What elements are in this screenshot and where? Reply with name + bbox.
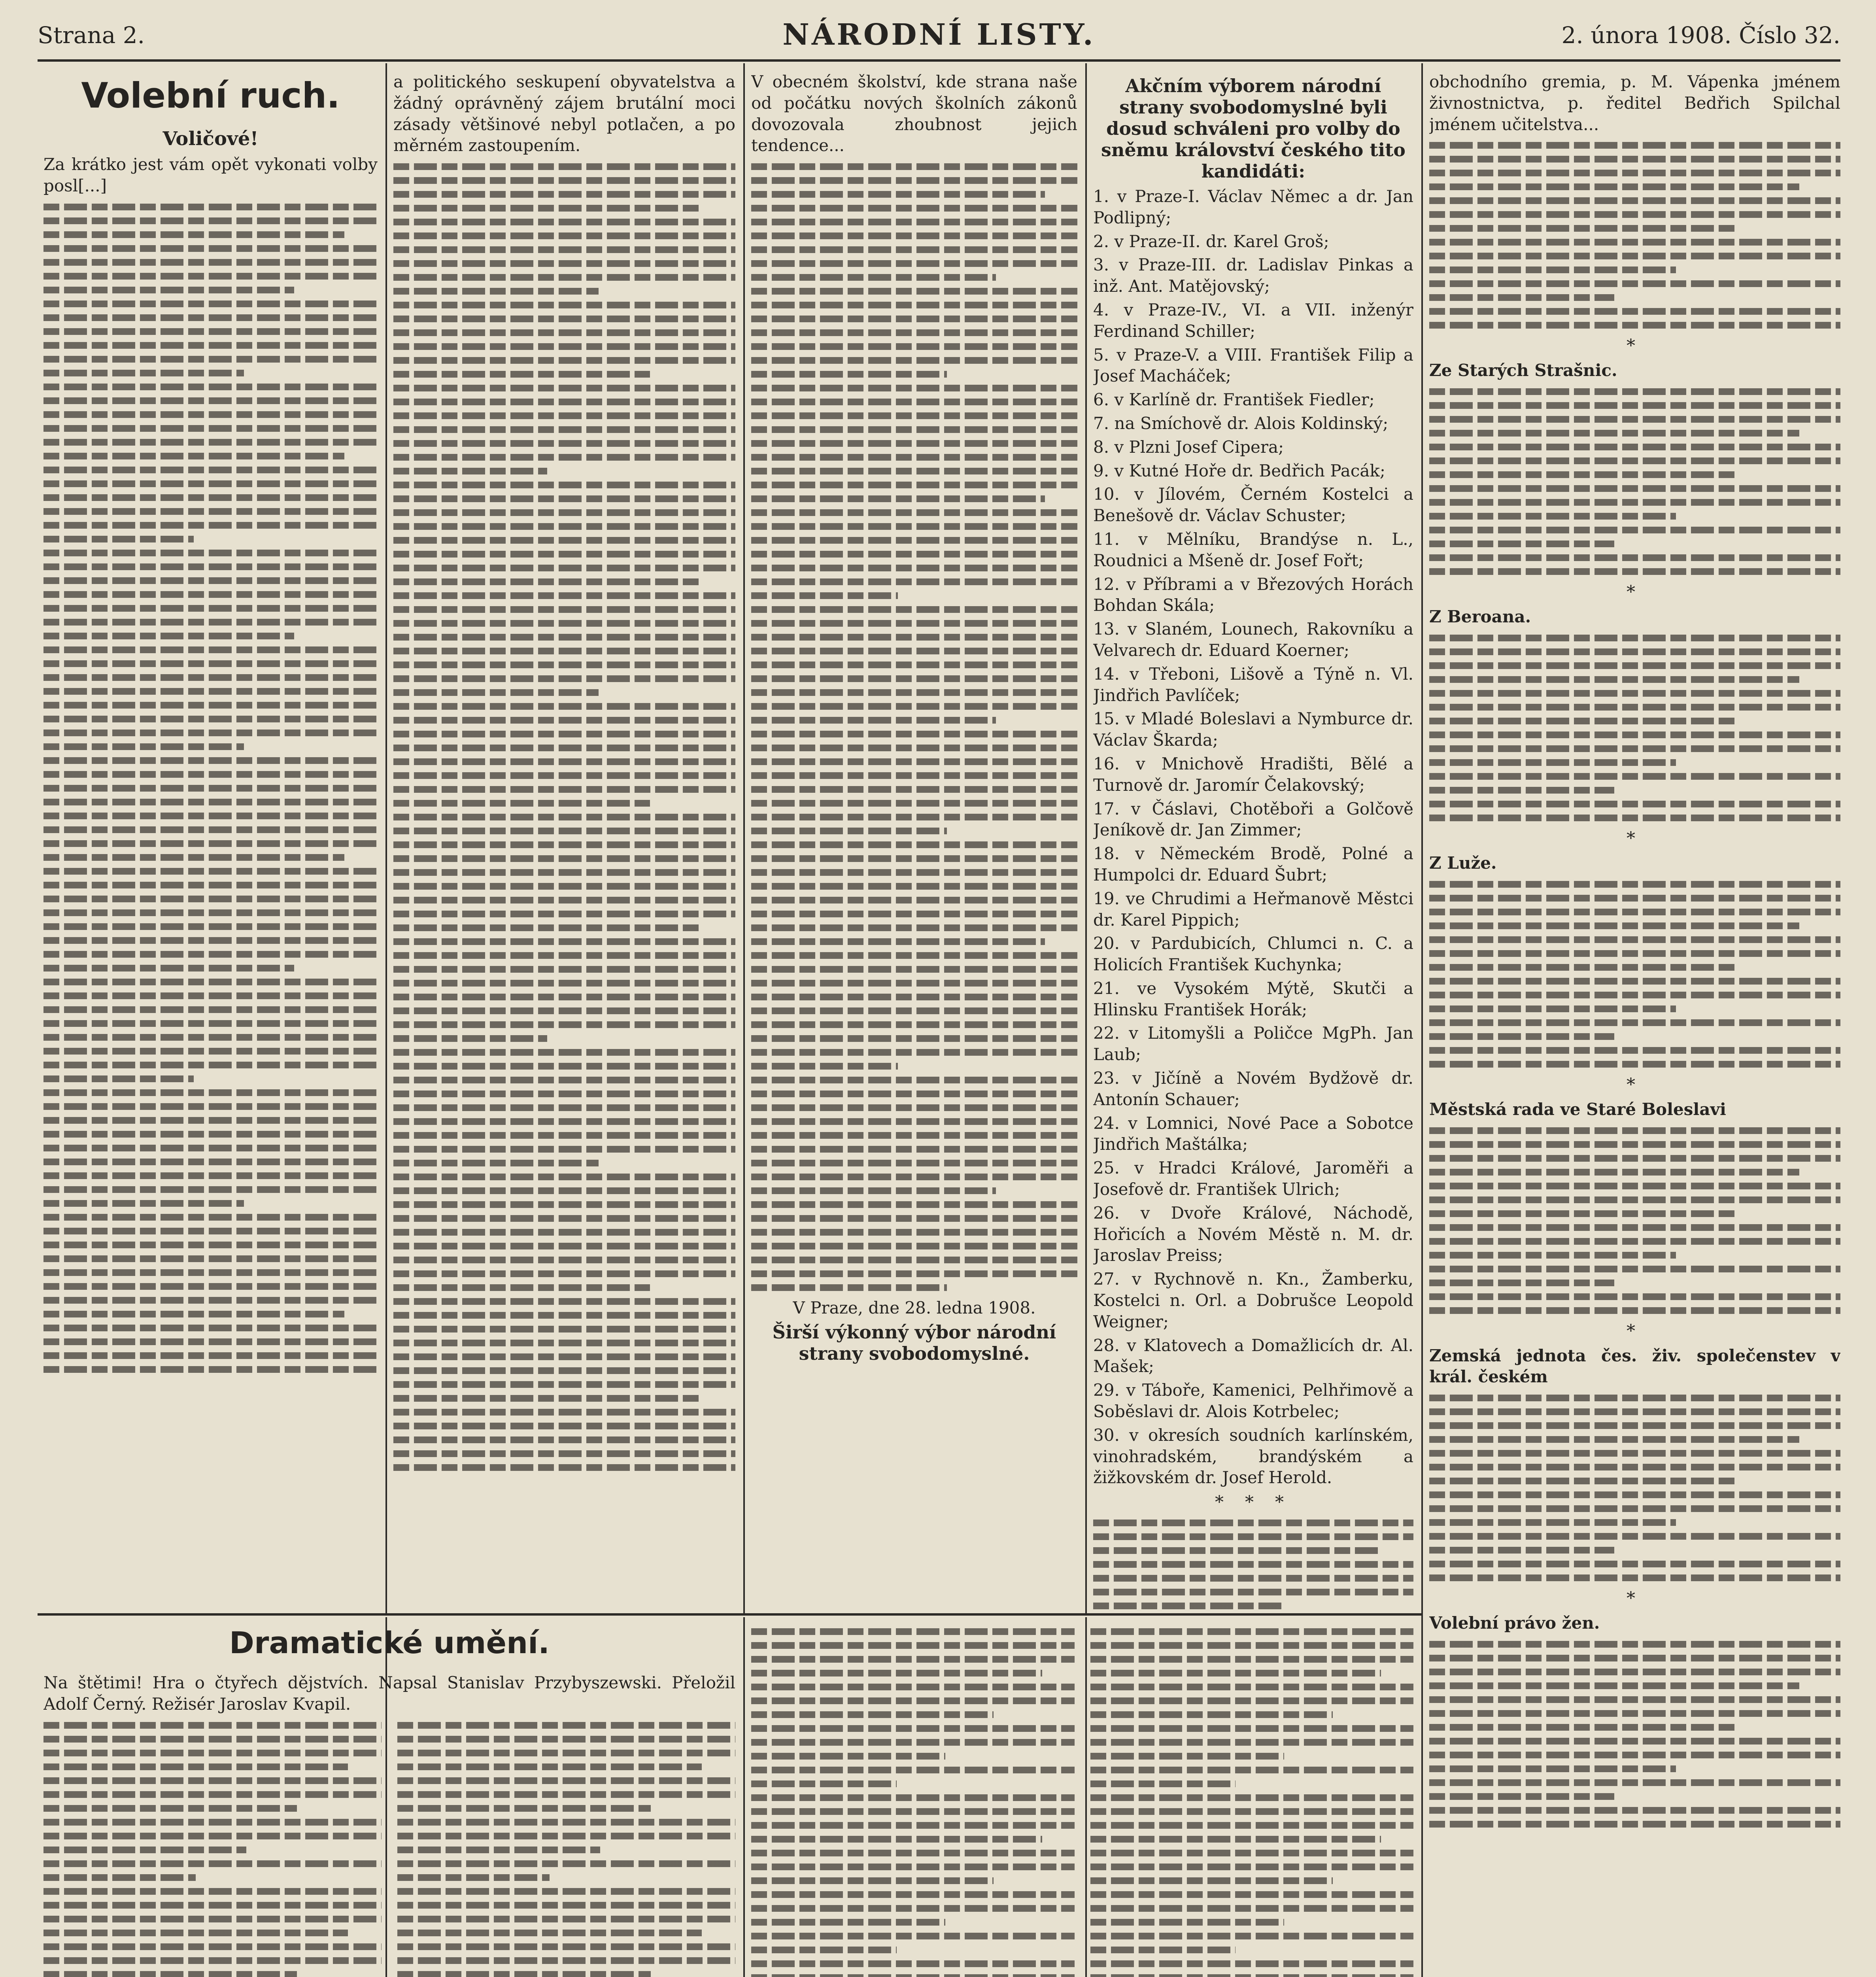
candidate-item: 13. v Slaném, Lounech, Rakovníku a Velvarech dr. Eduard Koerner; — [1093, 619, 1413, 660]
column-2-opening: a politického seskupení obyvatelstva a žádný oprávněný zájem brutální moci zásady většinové nebyl potlačen, a po měrném zastoupením. — [393, 72, 735, 155]
candidate-item: 25. v Hradci Králové, Jaroměři a Josefově dr. František Ulrich; — [1093, 1158, 1413, 1199]
section-separator: * — [1627, 1588, 1643, 1609]
section-separator: * — [1627, 1074, 1643, 1095]
candidate-item: 27. v Rychnově n. Kn., Žamberku, Kostelci n. Orl. a Dobrušce Leopold Weigner; — [1093, 1269, 1413, 1331]
article-heading: Volební ruch. — [81, 75, 340, 116]
news-item-heading: Z Luže. — [1429, 853, 1497, 873]
candidate-item: 7. na Smíchově dr. Alois Koldinský; — [1093, 413, 1389, 433]
candidate-item: 6. v Karlíně dr. František Fiedler; — [1093, 390, 1375, 410]
news-item-heading: Městská rada ve Staré Boleslavi — [1429, 1099, 1726, 1119]
candidate-item: 23. v Jičíně a Novém Bydžově dr. Antonín Schauer; — [1093, 1068, 1413, 1109]
candidate-item: 8. v Plzni Josef Cipera; — [1093, 437, 1284, 457]
issue-date: 2. února 1908. Číslo 32. — [1561, 22, 1840, 49]
candidate-item: 11. v Mělníku, Brandýse n. L., Roudnici a Mšeně dr. Josef Fořt; — [1093, 529, 1413, 570]
music-column-right — [1090, 1621, 1414, 1977]
section-separator: * — [1627, 336, 1643, 356]
column-divider — [743, 63, 745, 1613]
column-5 — [1429, 71, 1840, 1977]
candidate-item: 29. v Táboře, Kamenici, Pelhřimově a Soběslavi dr. Alois Kotrbelec; — [1093, 1380, 1413, 1421]
candidate-item: 9. v Kutné Hoře dr. Bedřich Pacák; — [1093, 461, 1385, 480]
article-body — [43, 204, 378, 1373]
column-5-body — [1429, 142, 1840, 1828]
column-divider — [1421, 63, 1423, 1977]
column-4-body — [1093, 1520, 1413, 1609]
page-number: Strana 2. — [38, 22, 145, 49]
candidate-item: 1. v Praze-I. Václav Němec a dr. Jan Podlipný; — [1093, 187, 1413, 227]
closing-date: V Praze, dne 28. ledna 1908. — [793, 1298, 1036, 1318]
news-item-heading: Z Beroana. — [1429, 607, 1531, 627]
candidate-item: 4. v Praze-IV., VI. a VII. inženýr Ferdinand Schiller; — [1093, 300, 1413, 341]
candidate-item: 3. v Praze-III. dr. Ladislav Pinkas a inž. Ant. Matějovský; — [1093, 255, 1413, 296]
candidate-item: 14. v Třeboni, Lišově a Týně n. Vl. Jindřich Pavlíček; — [1093, 664, 1413, 705]
section-separator: * — [1627, 1321, 1643, 1341]
candidate-item: 18. v Německém Brodě, Polné a Humpolci dr. Eduard Šubrt; — [1093, 844, 1413, 885]
candidate-item: 20. v Pardubicích, Chlumci n. C. a Holicích František Kuchynka; — [1093, 934, 1413, 975]
section-separator: * * * — [1215, 1492, 1292, 1513]
section-separator: * — [1627, 828, 1643, 849]
column-3 — [751, 71, 1077, 1609]
column-2-body — [393, 163, 735, 1471]
candidate-item: 16. v Mnichově Hradišti, Bělé a Turnově dr. Jaromír Čelakovský; — [1093, 754, 1413, 795]
theatre-section — [43, 1621, 735, 1977]
news-item-heading: Ze Starých Strašnic. — [1429, 361, 1617, 380]
column-1 — [43, 71, 378, 1609]
column-divider — [1085, 63, 1087, 1613]
candidate-item: 24. v Lomnici, Nové Pace a Sobotce Jindřich Maštálka; — [1093, 1113, 1413, 1154]
section-rule — [38, 1613, 1421, 1616]
signature: Širší výkonný výbor národní strany svobodomyslné. — [772, 1321, 1056, 1365]
candidate-item: 21. ve Vysokém Mýtě, Skutči a Hlinsku František Horák; — [1093, 978, 1413, 1019]
candidate-item: 5. v Praze-V. a VIII. František Filip a Josef Macháček; — [1093, 345, 1413, 386]
theatre-heading: Dramatické umění. — [229, 1625, 550, 1660]
candidate-item: 19. ve Chrudimi a Heřmanově Městci dr. Karel Pippich; — [1093, 888, 1413, 930]
newspaper-title: NÁRODNÍ LISTY. — [782, 18, 1096, 52]
news-item-heading: Zemská jednota čes. živ. společenstev v král. českém — [1429, 1346, 1840, 1387]
candidate-item: 2. v Praze-II. dr. Karel Groš; — [1093, 231, 1329, 251]
candidate-list-title: Akčním výborem národní strany svobodomyslné byli dosud schváleni pro volby do sněmu království českého tito kandidáti: — [1101, 75, 1406, 182]
column-4 — [1093, 71, 1413, 1609]
candidate-item: 15. v Mladé Boleslavi a Nymburce dr. Václav Škarda; — [1093, 709, 1413, 750]
theatre-lead: Na štětimi! Hra o čtyřech dějstvích. Napsal Stanislav Przybyszewski. Přeložil Adolf Černý. Režisér Jaroslav Kvapil. — [43, 1673, 735, 1714]
music-section — [751, 1621, 1413, 1977]
column-3-body — [751, 163, 1077, 1291]
article-subheading: Voličové! — [162, 128, 259, 150]
candidate-item: 22. v Litomyšli a Poličce MgPh. Jan Laub; — [1093, 1023, 1413, 1064]
candidate-item: 12. v Příbrami a v Březových Horách Bohdan Skála; — [1093, 574, 1413, 615]
theatre-body — [43, 1715, 735, 1977]
section-separator: * — [1627, 582, 1643, 603]
masthead — [38, 10, 1840, 59]
candidate-item: 17. v Čáslavi, Chotěboři a Golčově Jeníkově dr. Jan Zimmer; — [1093, 799, 1413, 840]
music-columns — [751, 1621, 1413, 1977]
column-divider — [743, 1617, 745, 1977]
candidate-item: 30. v okresích soudních karlínském, vinohradském, brandýském a žižkovském dr. Josef Herold. — [1093, 1425, 1413, 1487]
candidate-item: 28. v Klatovech a Domažlicích dr. Al. Mašek; — [1093, 1335, 1413, 1376]
column-2 — [393, 71, 735, 1609]
candidate-item: 10. v Jílovém, Černém Kostelci a Benešově dr. Václav Schuster; — [1093, 484, 1413, 525]
candidate-list — [1093, 186, 1413, 1488]
masthead-rule — [38, 59, 1840, 62]
news-item-heading: Volební právo žen. — [1429, 1613, 1600, 1633]
column-3-opening: V obecném školství, kde strana naše od počátku nových školních zákonů dovozovala zhoubnost jejich tendence... — [751, 72, 1077, 155]
article-opening: Za krátko jest vám opět vykonati volby posl[...] — [43, 155, 378, 195]
candidate-item: 26. v Dvoře Králové, Náchodě, Hořicích a Novém Městě n. M. dr. Jaroslav Preiss; — [1093, 1203, 1413, 1265]
column-5-opening: obchodního gremia, p. M. Vápenka jménem živnostnictva, p. ředitel Bedřich Spilchal jménem učitelstva... — [1429, 72, 1840, 134]
column-divider — [385, 63, 387, 1613]
